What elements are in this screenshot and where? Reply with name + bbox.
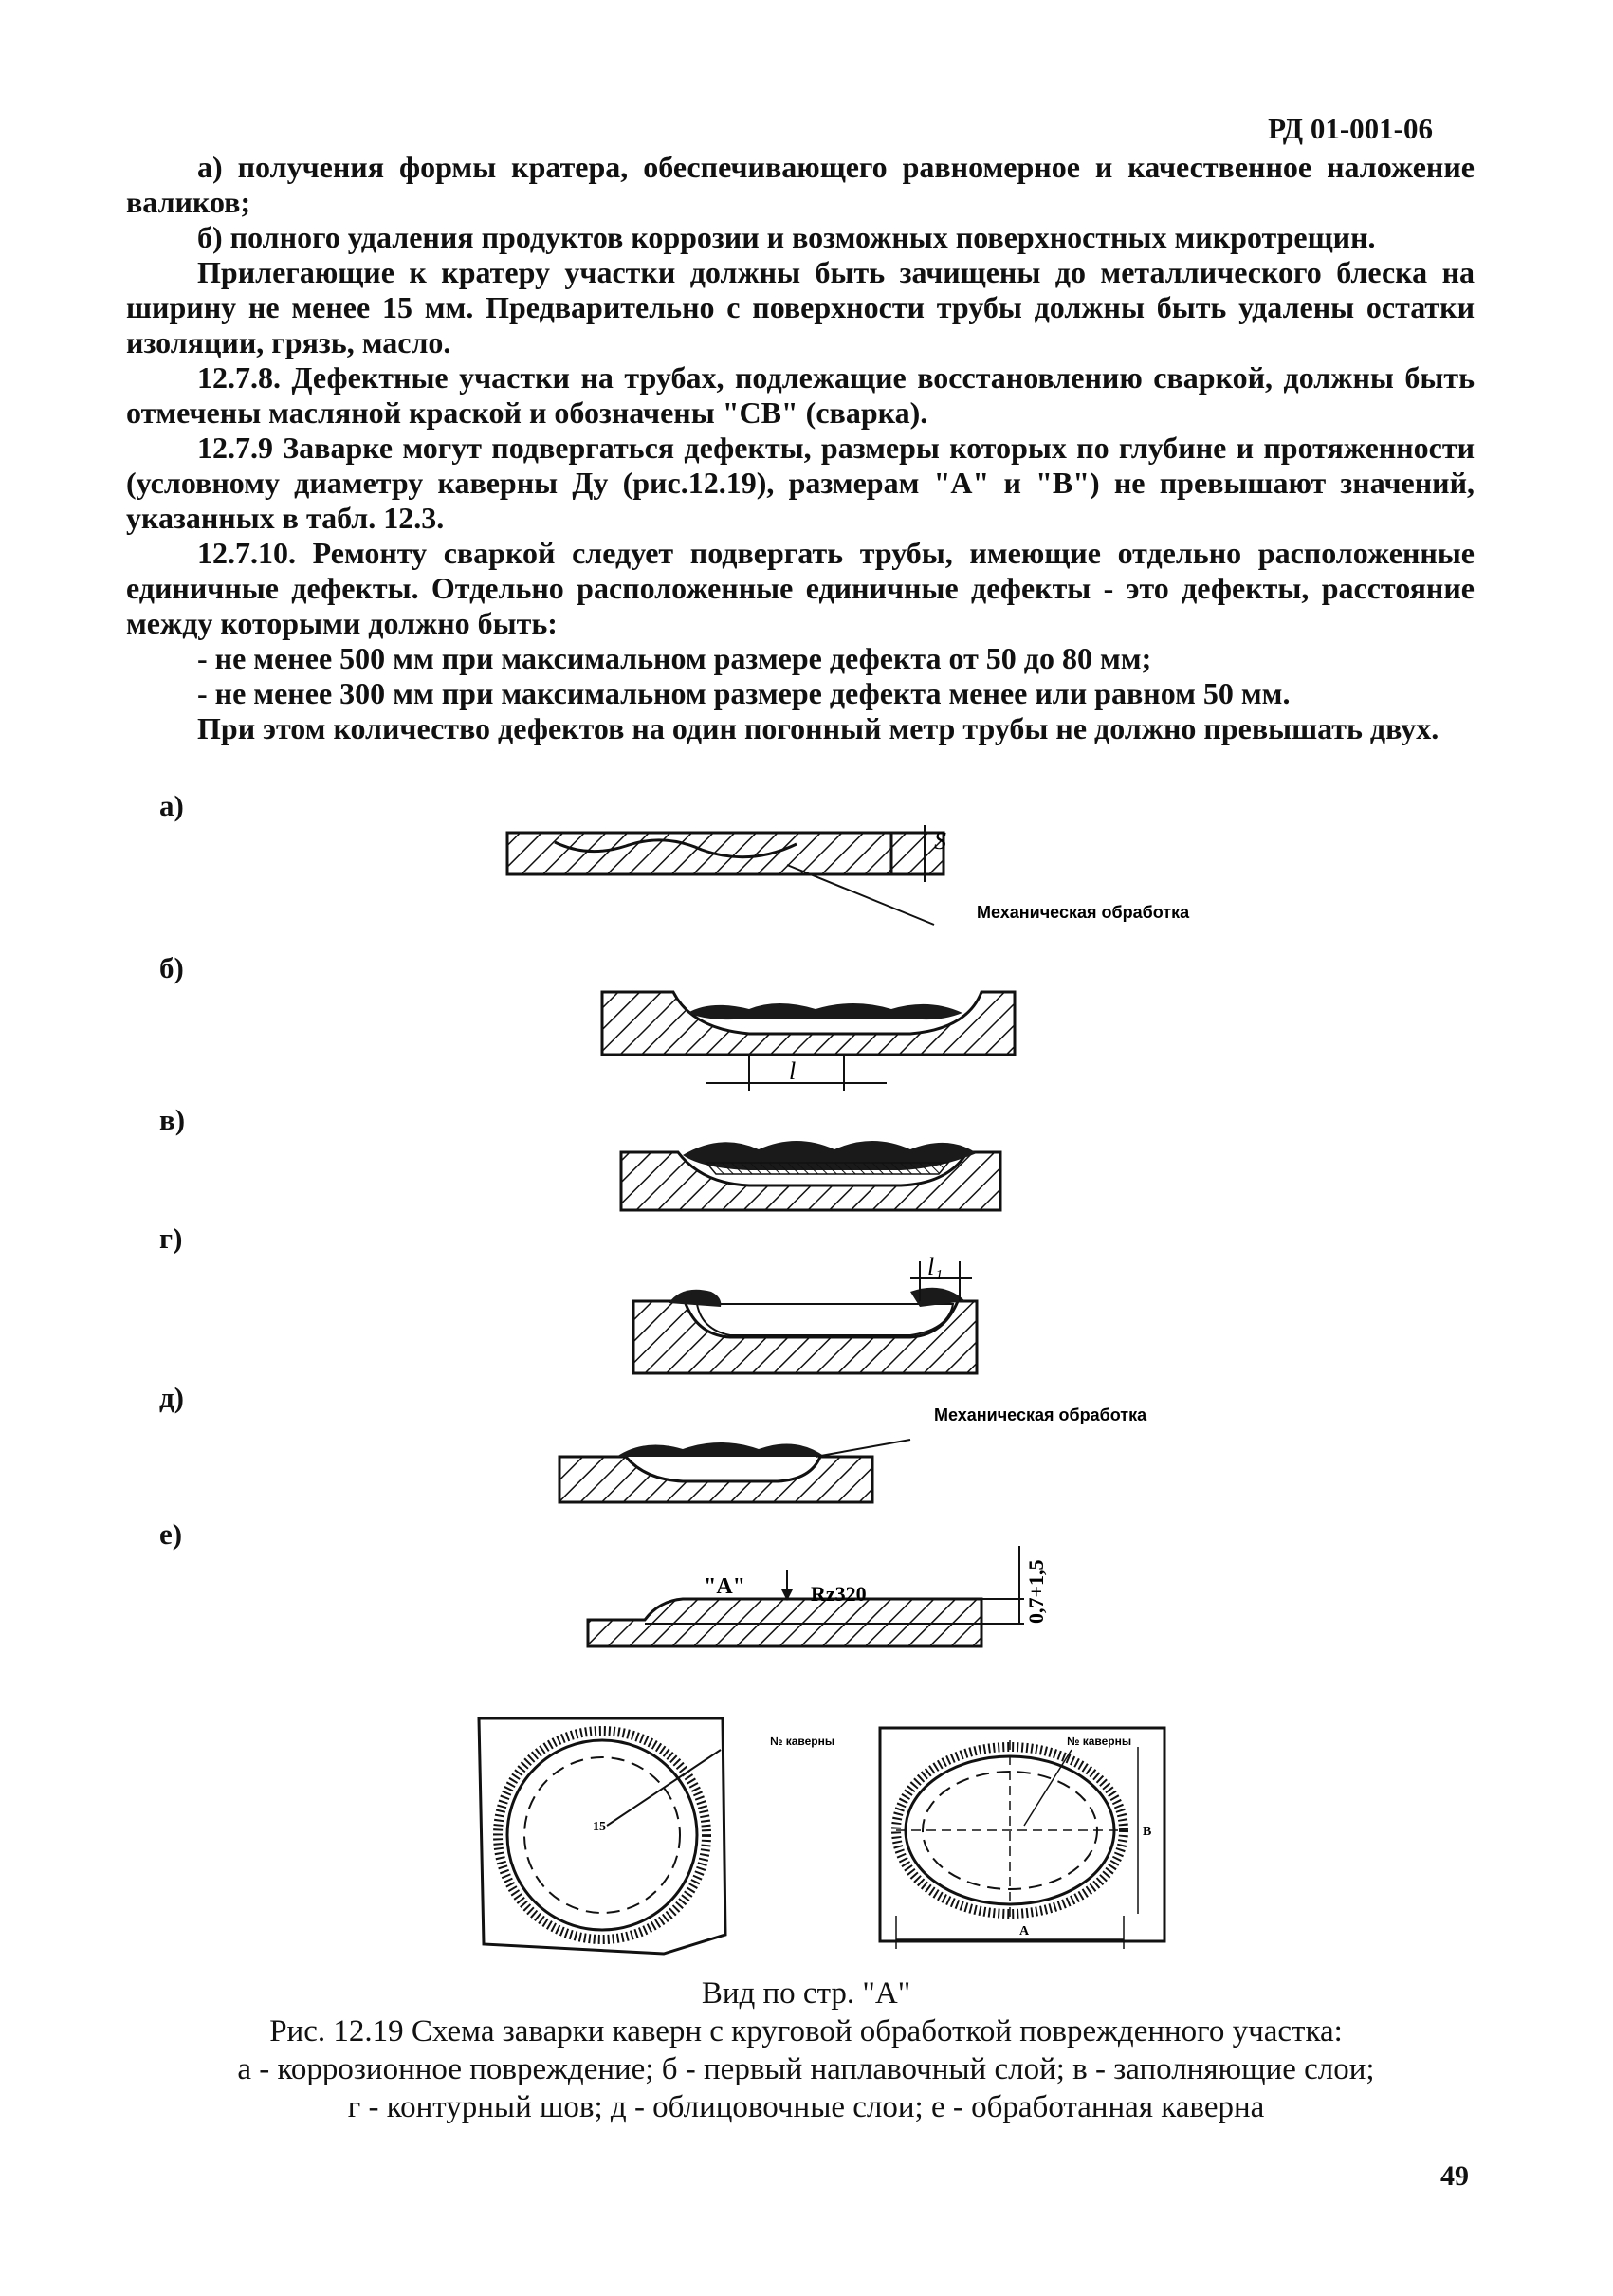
figure-caption-title: Рис. 12.19 Схема заварки каверн с круговой обработкой поврежденного участка: <box>269 2014 1343 2048</box>
figure-label-a: а) <box>159 789 184 822</box>
figure-e2-drawing <box>588 1546 1048 1646</box>
figure-label-v: в) <box>159 1103 186 1136</box>
figure-caption-line-2: а - коррозионное повреждение; б - первый наплавочный слой; в - заполняющие слои; <box>237 2052 1375 2086</box>
circle-dim-label: 15 <box>593 1820 606 1834</box>
dim-l1-label: l₁ <box>927 1253 944 1280</box>
paragraph: При этом количество дефектов на один погонный метр трубы не должно превышать двух. <box>197 711 1439 745</box>
paragraph: 12.7.8. Дефектные участки на трубах, подлежащие восстановлению сваркой, должны быть отмечены масляной краской и обозначены "СВ" (сварка). <box>126 360 1475 430</box>
caverna-number-label-1: № каверны <box>770 1735 835 1748</box>
view-circle <box>479 1718 834 1954</box>
view-oval <box>880 1728 1164 1949</box>
figure-a-drawing <box>507 825 1190 925</box>
list-item: - не менее 300 мм при максимальном размере дефекта менее или равном 50 мм. <box>197 676 1291 710</box>
depth-dimension-label: 0,7+1,5 <box>1024 1559 1048 1624</box>
view-a-label: "А" <box>704 1574 745 1599</box>
paragraph: б) полного удаления продуктов коррозии и возможных поверхностных микротрещин. <box>197 220 1376 254</box>
dim-a-label: А <box>1019 1924 1030 1938</box>
figure-e-drawing <box>559 1405 1147 1502</box>
paragraph: 12.7.10. Ремонту сваркой следует подвергать трубы, имеющие отдельно расположенные единичные дефекты. Отдельно расположенные единичные дефекты - это дефекты, расстояние между которыми должно быть: <box>126 536 1475 640</box>
view-caption: Вид по стр. "А" <box>701 1976 911 2011</box>
paragraph: 12.7.9 Заварке могут подвергаться дефекты, размеры которых по глубине и протяженности (условному диаметру каверны Ду (рис.12.19), размерам "А" и "В") не превышают значений, указанных в табл. 12.3. <box>126 431 1475 535</box>
paragraph: Прилегающие к кратеру участки должны быть зачищены до металлического блеска на ширину не менее 15 мм. Предварительно с поверхности трубы должны быть удалены остатки изоляции, грязь, масло. <box>126 255 1475 359</box>
dim-b-label: В <box>1143 1825 1152 1839</box>
paragraph: а) получения формы кратера, обеспечивающего равномерное и качественное наложение валиков; <box>126 150 1475 219</box>
figure-label-g: г) <box>159 1221 183 1255</box>
figure-c-drawing <box>621 1141 1000 1210</box>
figure-label-e: е) <box>159 1517 183 1551</box>
roughness-label: Rz320 <box>811 1582 867 1606</box>
mechanical-processing-label-1: Механическая обработка <box>977 903 1190 922</box>
list-item: - не менее 500 мм при максимальном размере дефекта от 50 до 80 мм; <box>197 641 1152 675</box>
document-code: РД 01-001-06 <box>1268 112 1433 145</box>
figure-label-d: д) <box>159 1381 185 1414</box>
dim-s-label: S <box>934 827 946 854</box>
page-number: 49 <box>1440 2160 1469 2192</box>
figure-label-b: б) <box>159 951 184 984</box>
figure-d-drawing <box>633 1253 977 1373</box>
figure-b-drawing <box>602 992 1015 1091</box>
figure-caption-line-3: г - контурный шов; д - облицовочные слои; е - обработанная каверна <box>347 2090 1265 2124</box>
caverna-number-label-2: № каверны <box>1067 1735 1132 1748</box>
mechanical-processing-label-2: Механическая обработка <box>934 1405 1147 1424</box>
dim-l-label: l <box>789 1057 797 1085</box>
